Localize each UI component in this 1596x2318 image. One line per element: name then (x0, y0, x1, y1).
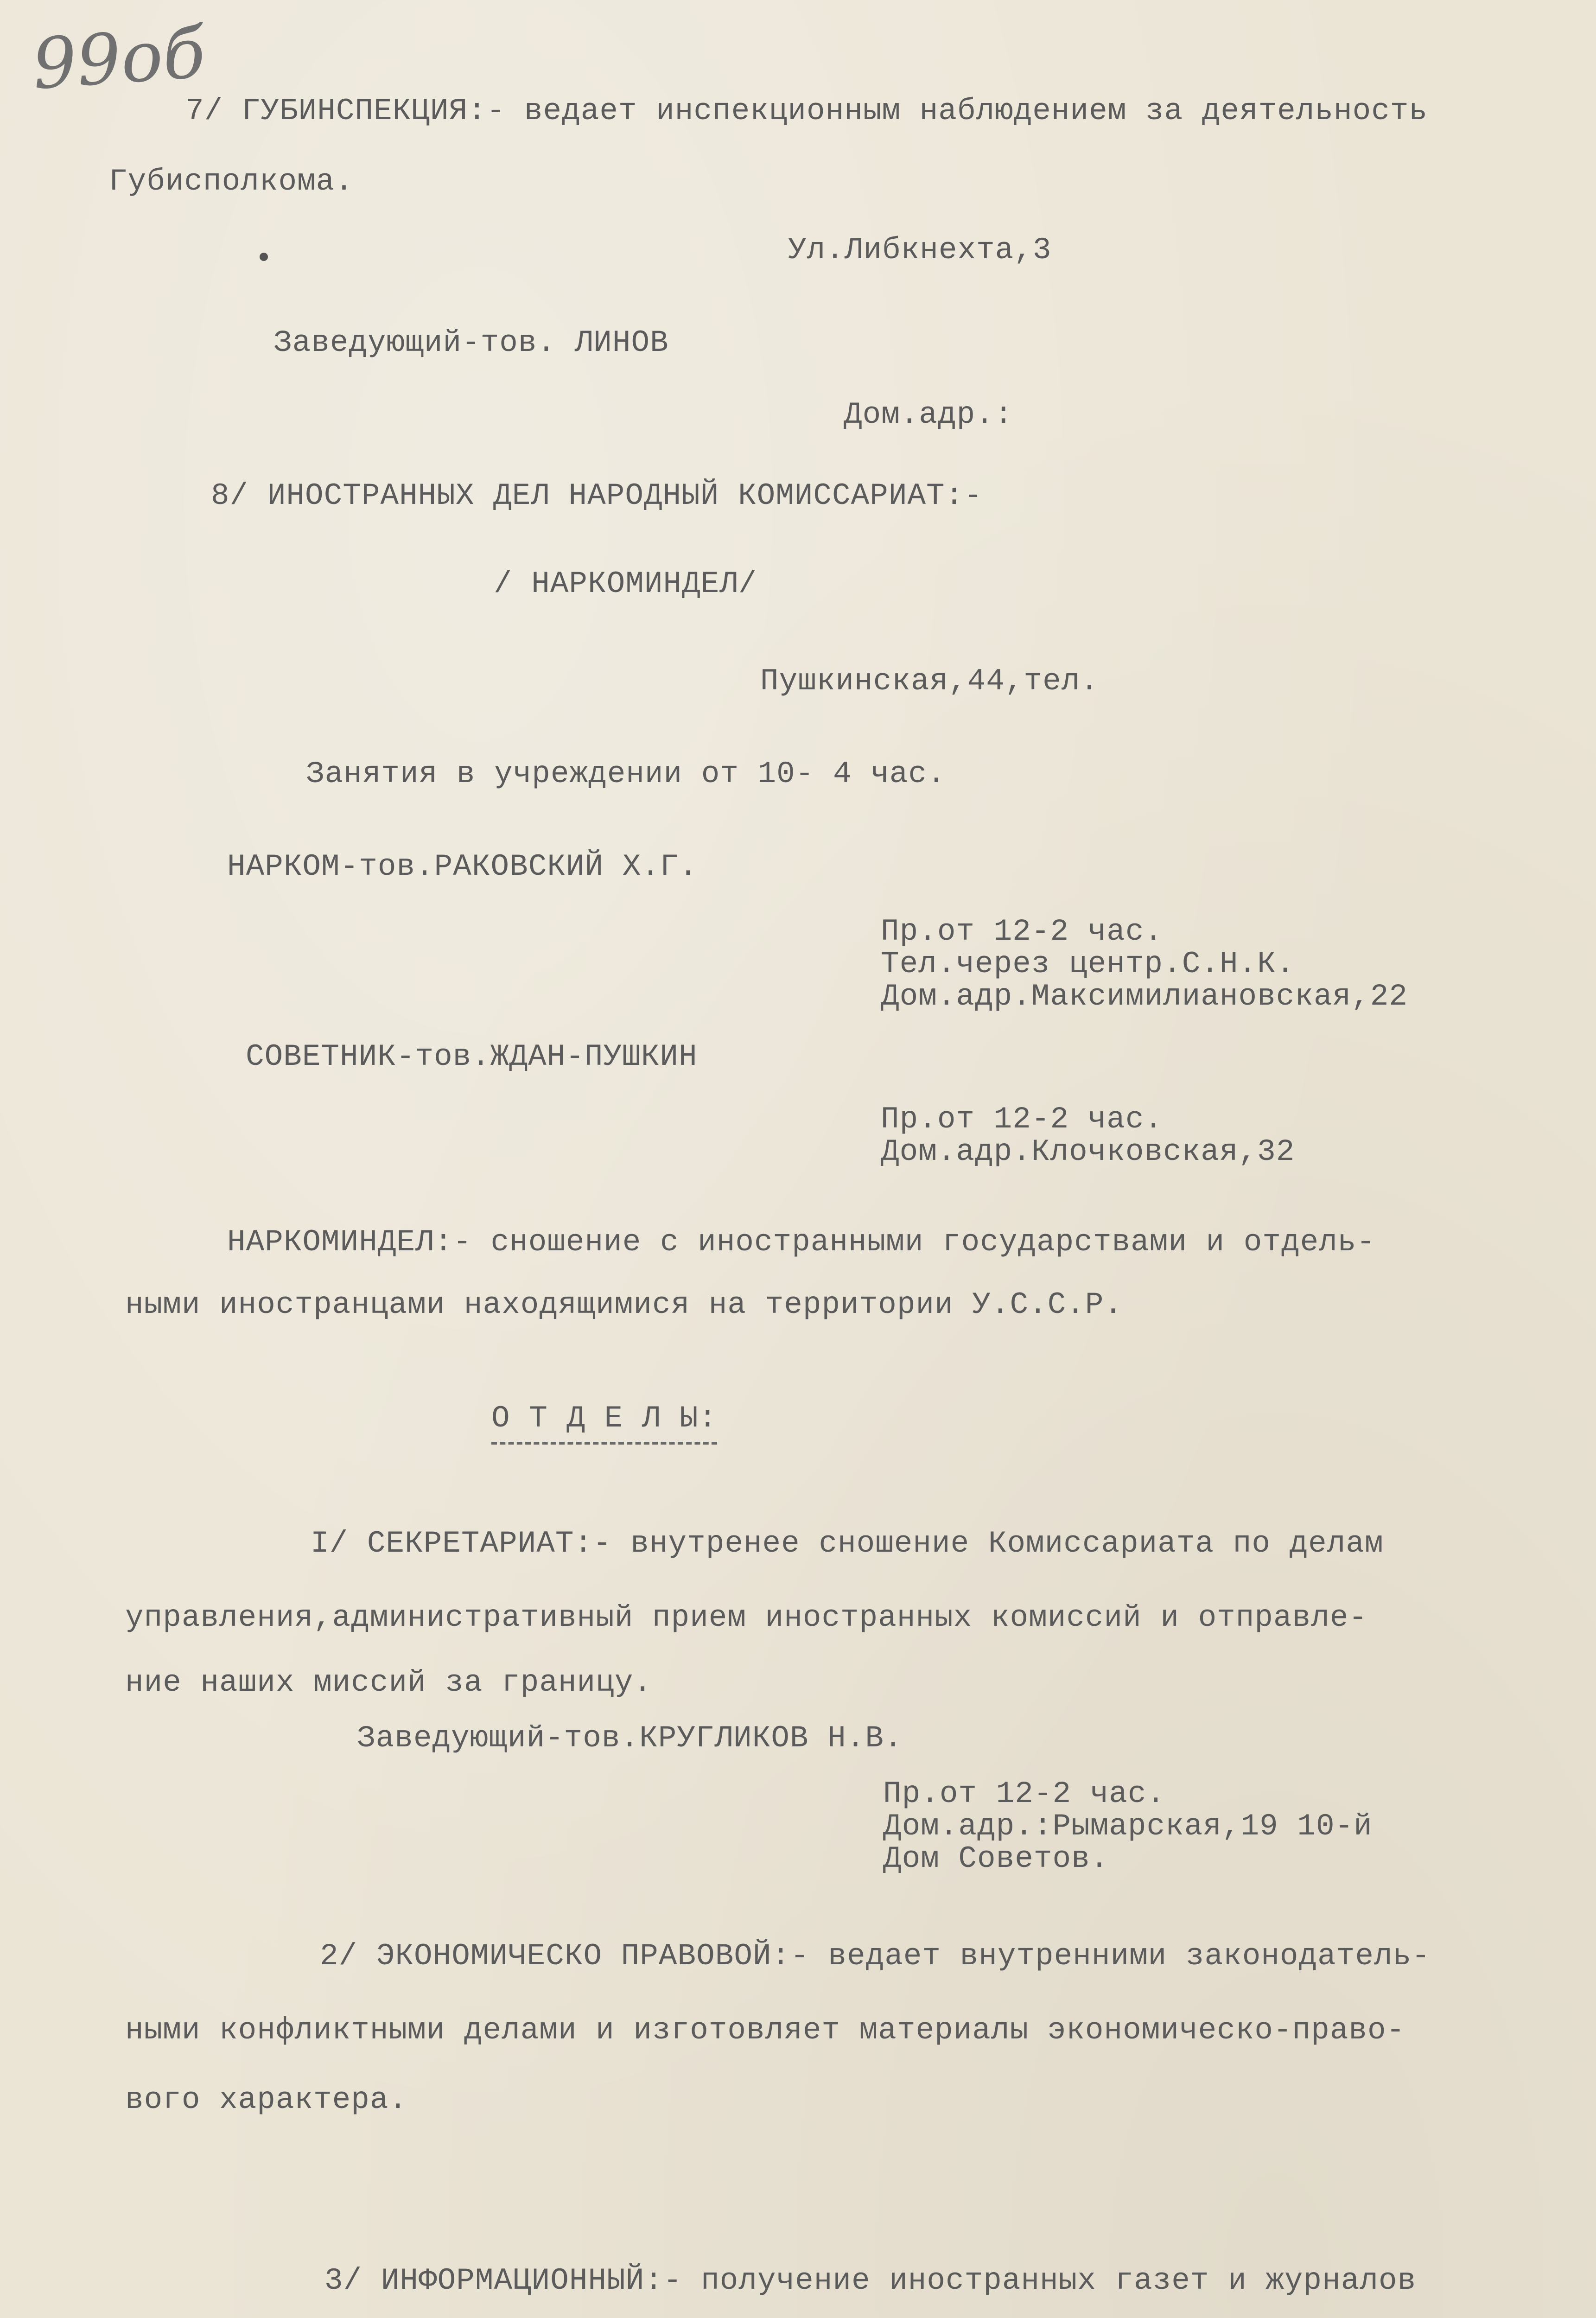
departments-heading: О Т Д Е Л Ы: (491, 1400, 717, 1445)
section-7-heading: 7/ ГУБИНСПЕКЦИЯ:- ведает инспекционным наблюдением за деятельность (185, 94, 1428, 128)
home-address: Дом.адр.Клочковская,32 (881, 1134, 1295, 1169)
section-8-abbrev: / НАРКОМИНДЕЛ/ (494, 567, 757, 601)
home-address: Дом.адр.Максимилиановская,22 (881, 979, 1408, 1014)
text-line: управления,административный прием иностранных комиссий и отправле- (125, 1600, 1368, 1635)
text-line: ными иностранцами находящимися на территории У.С.С.Р. (125, 1287, 1123, 1322)
text-line: ными конфликтными делами и изготовляет материалы экономическо-право- (125, 2013, 1405, 2048)
archive-page-number: 99об (30, 13, 208, 105)
text-line: Губисполкома. (109, 164, 354, 199)
section-8-heading: 8/ ИНОСТРАННЫХ ДЕЛ НАРОДНЫЙ КОМИССАРИАТ:- (211, 478, 983, 513)
home-address-cont: Дом Советов. (883, 1841, 1109, 1876)
manager-line: Заведующий-тов. ЛИНОВ (273, 325, 669, 360)
manager-line: Заведующий-тов.КРУГЛИКОВ Н.В. (357, 1721, 903, 1756)
address-line: Пушкинская,44,тел. (760, 664, 1099, 699)
advisor-line: СОВЕТНИК-тов.ЖДАН-ПУШКИН (246, 1039, 698, 1074)
home-address-label: Дом.адр.: (844, 397, 1013, 432)
phone-line: Тел.через центр.С.Н.К. (881, 947, 1295, 981)
dept-3-heading: 3/ ИНФОРМАЦИОННЫЙ:- получение иностранных газет и журналов (324, 2263, 1417, 2298)
reception-hours: Пр.от 12-2 час. (883, 1777, 1166, 1811)
reception-hours: Пр.от 12-2 час. (881, 1102, 1164, 1137)
text-line: ние наших миссий за границу. (125, 1665, 652, 1700)
home-address: Дом.адр.:Рымарская,19 10-й (883, 1809, 1373, 1844)
reception-hours: Пр.от 12-2 час. (881, 914, 1164, 949)
dept-2-heading: 2/ ЭКОНОМИЧЕСКО ПРАВОВОЙ:- ведает внутренними законодатель- (320, 1939, 1431, 1974)
commissar-line: НАРКОМ-тов.РАКОВСКИЙ Х.Г. (227, 849, 698, 884)
text-line: НАРКОМИНДЕЛ:- сношение с иностранными государствами и отдель- (227, 1225, 1375, 1260)
office-hours: Занятия в учреждении от 10- 4 час. (306, 757, 946, 791)
dept-1-heading: I/ СЕКРЕТАРИАТ:- внутренее сношение Комиссариата по делам (311, 1526, 1384, 1561)
address-line: Ул.Либкнехта,3 (788, 233, 1052, 267)
ink-dot (260, 253, 268, 261)
text-line: вого характера. (125, 2082, 408, 2117)
